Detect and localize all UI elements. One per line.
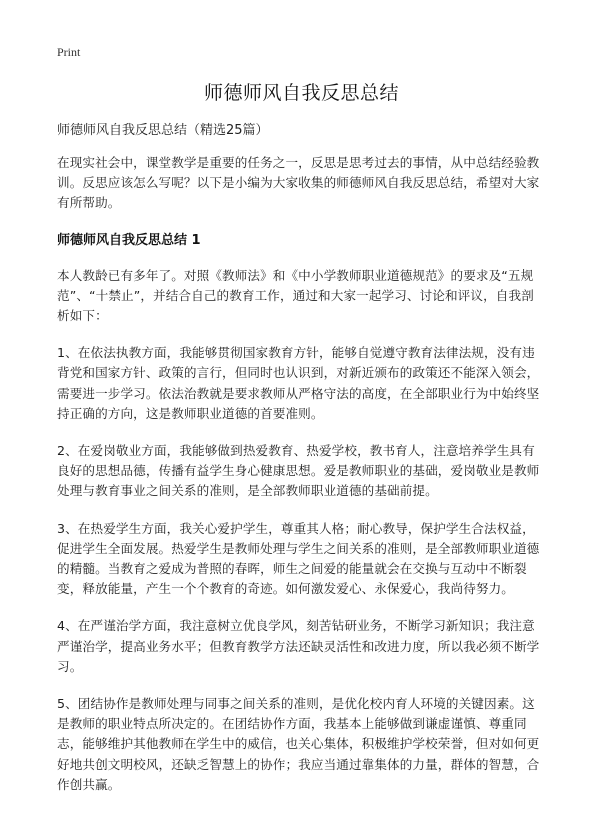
- paragraph-point-4: 4、在严谨治学方面，我注意树立优良学风，刻苦钻研业务，不断学习新知识；我注意严谨治学，提高业务水平；但教育教学方法还缺灵活性和改进力度，所以我必须不断学习。: [57, 618, 540, 674]
- paragraph-point-2: 2、在爱岗敬业方面，我能够做到热爱教育、热爱学校，教书育人，注意培养学生具有良好的思想品德，传播有益学生身心健康思想。爱是教师职业的基础，爱岗敬业是教师处理与教育事业之间关系的准则，是全部教师职业道德的基础前提。: [57, 443, 540, 499]
- intro-paragraph: 在现实社会中，课堂教学是重要的任务之一，反思是思考过去的事情，从中总结经验教训。反思应该怎么写呢？以下是小编为大家收集的师德师风自我反思总结，希望对大家有所帮助。: [57, 155, 540, 211]
- paragraph-opening: 本人教龄已有多年了。对照《教师法》和《中小学教师职业道德规范》的要求及“五规范”、“十禁止”，并结合自己的教育工作，通过和大家一起学习、讨论和评议，自我剖析如下：: [57, 267, 534, 324]
- paragraph-point-5: 5、团结协作是教师处理与同事之间关系的准则，是优化校内育人环境的关键因素。这是教师的职业特点所决定的。在团结协作方面，我基本上能够做到谦虚谨慎、尊重同志，能够维护其他教师在学生中的威信，也关心集体，积极维护学校荣誉，但对如何更好地共创文明校风，还缺乏智慧上的协作；我应当通过靠集体的力量，群体的智慧，合作创共赢。: [57, 696, 540, 792]
- section-heading: 师德师风自我反思总结 1: [57, 232, 201, 248]
- document-subtitle: 师德师风自我反思总结（精选25篇）: [57, 123, 269, 138]
- paragraph-point-1: 1、在依法执教方面，我能够贯彻国家教育方针，能够自觉遵守教育法律法规，没有违背党和国家方针、政策的言行，但同时也认识到，对新近颁布的政策还不能深入领会，需要进一步学习。依法治教就是要求教师从严格守法的高度，在全部职业行为中始终坚持正确的方向，这是教师职业道德的首要准则。: [57, 345, 540, 421]
- paragraph-point-3: 3、在热爱学生方面，我关心爱护学生，尊重其人格；耐心教导，保护学生合法权益，促进学生全面发展。热爱学生是教师处理与学生之间关系的准则，是全部教师职业道德的精髓。当教育之爱成为普照的春晖，师生之间爱的能量就会在交换与互动中不断裂变，释放能量，产生一个个教育的奇迹。如何激发爱心、永保爱心，我尚待努力。: [57, 520, 540, 597]
- print-link[interactable]: Print: [57, 45, 81, 59]
- document-title: 师德师风自我反思总结: [203, 82, 399, 104]
